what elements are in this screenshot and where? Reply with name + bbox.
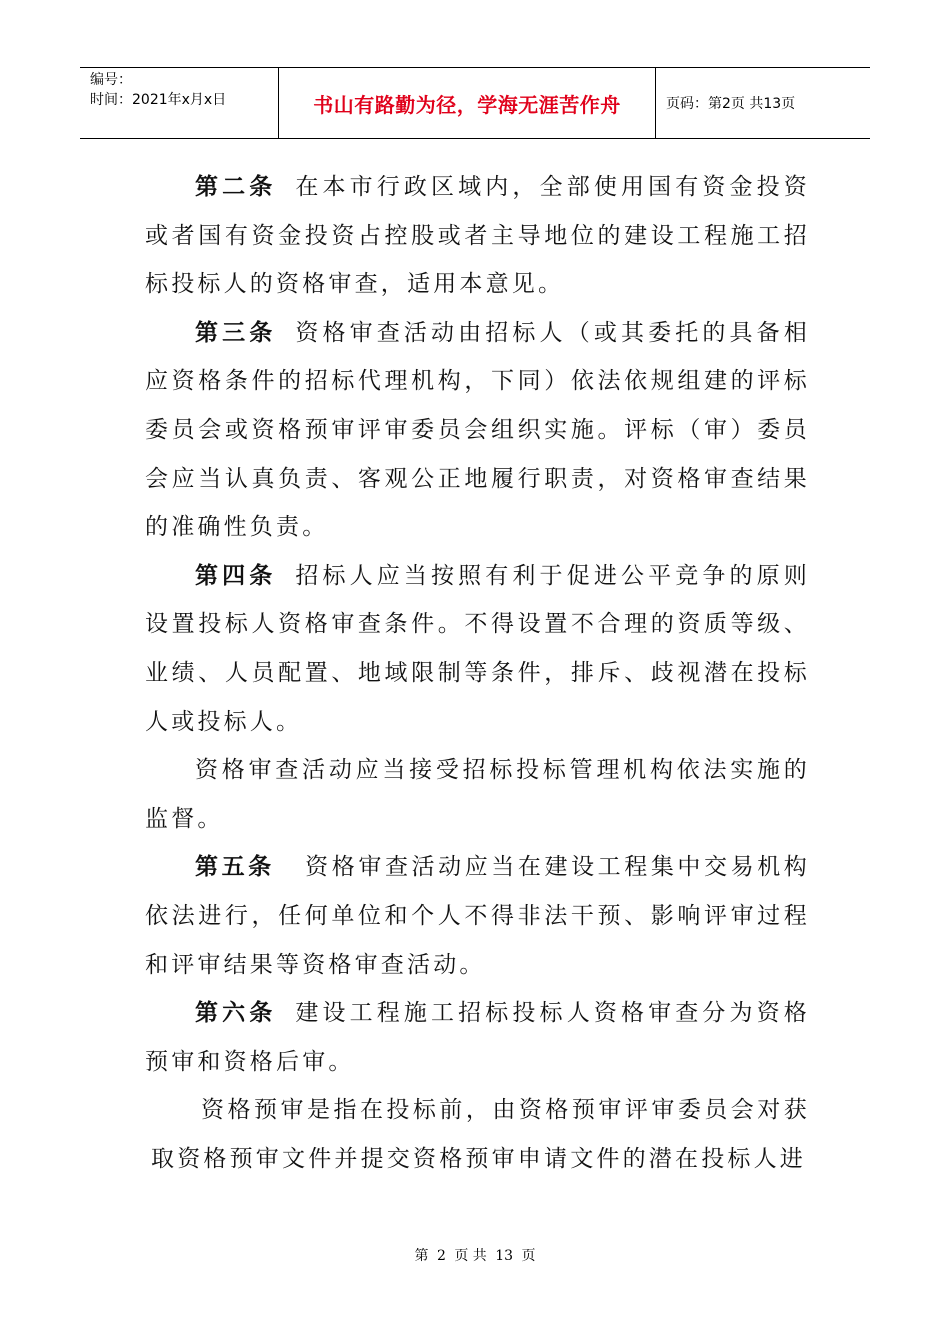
paragraph-prequalification (145, 1086, 810, 1183)
paragraph-text: 资格预审是指在投标前，由资格预审评审委员会对获取资格预审文件并提交资格预审申请文件的潜在投标人进 (151, 1097, 810, 1172)
paragraph-text: 在本市行政区域内，全部使用国有资金投资或者国有资金投资占控股或者主导地位的建设工程施工招标投标人的资格审查，适用本意见。 (145, 174, 810, 298)
footer-suffix: 页 (521, 1248, 536, 1264)
document-body (145, 163, 810, 1183)
footer-page-number: 2 (436, 1248, 446, 1264)
number-label: 编号： (90, 72, 132, 88)
article-heading: 第六条 (195, 1000, 277, 1027)
paragraph-text: 建设工程施工招标投标人资格审查分为资格预审和资格后审。 (145, 1000, 810, 1075)
article-heading: 第五条 (195, 854, 275, 881)
page-header (80, 67, 870, 139)
paragraph-text: 资格审查活动由招标人（或其委托的具备相应资格条件的招标代理机构，下同）依法依规组建的评标委员会或资格预审评审委员会组织实施。评标（审）委员会应当认真负责、客观公正地履行职责，对资格审查结果的准确性负责。 (145, 319, 810, 541)
paragraph-article-6 (145, 989, 810, 1086)
paragraph-text: 资格审查活动应当在建设工程集中交易机构依法进行，任何单位和个人不得非法干预、影响评审过程和评审结果等资格审查活动。 (145, 854, 810, 978)
header-page-info: 页码：第2页 共13页 (666, 96, 796, 112)
paragraph-article-5 (145, 843, 810, 989)
article-heading: 第四条 (195, 562, 277, 589)
paragraph-article-4 (145, 552, 810, 746)
page-footer (0, 1245, 950, 1265)
paragraph-article-3 (145, 309, 810, 552)
header-motto: 书山有路勤为径，学海无涯苦作舟 (279, 68, 656, 138)
paragraph-text: 招标人应当按照有利于促进公平竞争的原则设置投标人资格审查条件。不得设置不合理的资质等级、业绩、人员配置、地域限制等条件，排斥、歧视潜在投标人或投标人。 (145, 562, 810, 735)
article-heading: 第二条 (195, 174, 277, 200)
date-label: 时间：2021年x月x日 (90, 92, 227, 108)
header-meta (80, 68, 279, 138)
footer-total-pages: 13 (495, 1248, 514, 1264)
paragraph-supervision (145, 746, 810, 843)
footer-middle: 页 共 (454, 1248, 487, 1264)
article-heading: 第三条 (195, 319, 277, 346)
footer-prefix: 第 (414, 1248, 429, 1264)
paragraph-article-2 (145, 163, 810, 309)
paragraph-text: 资格审查活动应当接受招标投标管理机构依法实施的监督。 (145, 757, 810, 832)
